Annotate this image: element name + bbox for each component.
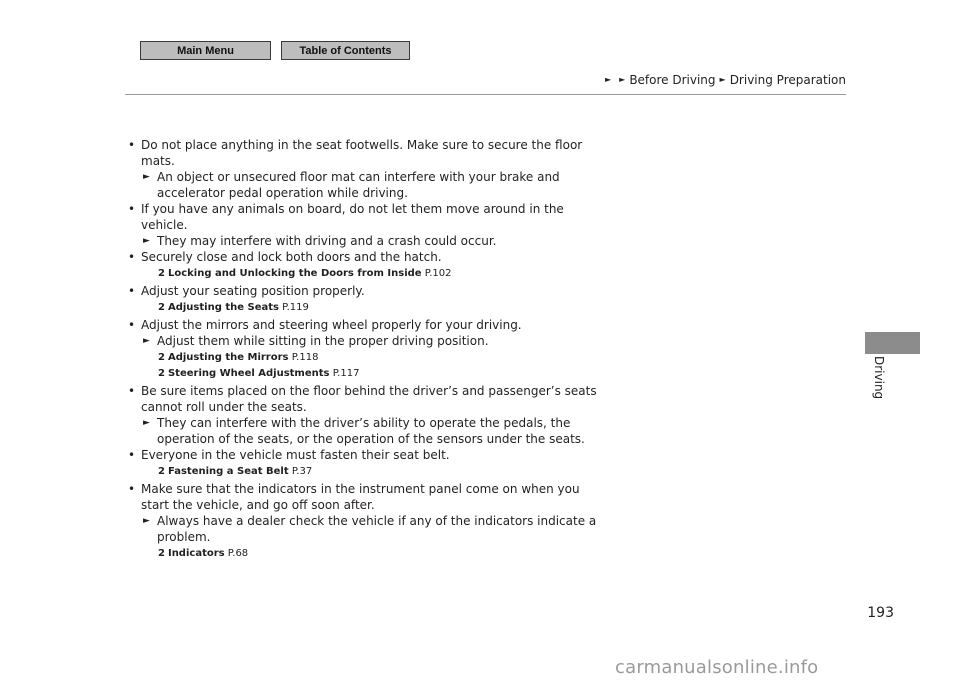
reference-page: P.118 <box>291 352 319 363</box>
sub-note <box>128 233 598 249</box>
list-item-text <box>128 317 598 333</box>
sub-note <box>128 513 598 545</box>
bullet-icon: • <box>128 448 136 462</box>
reference-icon: 2 <box>158 466 165 477</box>
section-tab-label: Driving <box>872 356 886 400</box>
cross-reference-link[interactable] <box>128 351 598 365</box>
arrow-right-icon: ► <box>143 418 150 428</box>
reference-title: Steering Wheel Adjustments <box>167 368 330 379</box>
item-text: Do not place anything in the seat footwells. Make sure to secure the floor mats. <box>141 138 583 168</box>
sub-note <box>128 169 598 201</box>
list-item <box>128 201 598 249</box>
sub-note-text: An object or unsecured floor mat can interfere with your brake and accelerator pedal operation while driving. <box>157 170 560 200</box>
reference-page: P.117 <box>332 368 360 379</box>
page-number: 193 <box>867 605 894 621</box>
bullet-icon: • <box>128 138 136 152</box>
sub-note-text: They may interfere with driving and a crash could occur. <box>157 234 497 248</box>
item-text: Securely close and lock both doors and the hatch. <box>141 250 442 264</box>
list-item-text <box>128 249 598 265</box>
reference-icon: 2 <box>158 268 165 279</box>
breadcrumb-item-before-driving[interactable]: Before Driving <box>629 73 716 87</box>
bullet-icon: • <box>128 384 136 398</box>
watermark: carmanualsonline.info <box>615 657 819 678</box>
breadcrumb-arrow-icon: ► <box>719 74 726 84</box>
reference-title: Adjusting the Mirrors <box>167 352 289 363</box>
sub-note <box>128 415 598 447</box>
arrow-right-icon: ► <box>143 236 150 246</box>
table-of-contents-button[interactable]: Table of Contents <box>281 41 410 60</box>
list-item <box>128 283 598 315</box>
cross-reference-link[interactable] <box>128 267 598 281</box>
bullet-icon: • <box>128 202 136 216</box>
reference-page: P.68 <box>227 548 249 559</box>
item-text: Adjust your seating position properly. <box>141 284 365 298</box>
reference-title: Indicators <box>167 548 225 559</box>
list-item <box>128 383 598 447</box>
arrow-right-icon: ► <box>143 516 150 526</box>
cross-reference-link[interactable] <box>128 301 598 315</box>
reference-page: P.102 <box>424 268 452 279</box>
item-text: Everyone in the vehicle must fasten their seat belt. <box>141 448 450 462</box>
bullet-icon: • <box>128 482 136 496</box>
cross-reference-link[interactable] <box>128 465 598 479</box>
list-item-text <box>128 447 598 463</box>
reference-title: Fastening a Seat Belt <box>167 466 289 477</box>
list-item-text <box>128 383 598 415</box>
sub-note-text: They can interfere with the driver’s ability to operate the pedals, the operation of the seats, or the operation of the sensors under the seats. <box>157 416 585 446</box>
item-text: Adjust the mirrors and steering wheel properly for your driving. <box>141 318 522 332</box>
cross-reference-link[interactable] <box>128 367 598 381</box>
item-text: Make sure that the indicators in the instrument panel come on when you start the vehicle, and go off soon after. <box>141 482 580 512</box>
item-text: If you have any animals on board, do not let them move around in the vehicle. <box>141 202 564 232</box>
breadcrumb <box>601 73 846 87</box>
list-item-text <box>128 137 598 169</box>
main-menu-button[interactable]: Main Menu <box>140 41 271 60</box>
breadcrumb-arrow-icon: ► <box>619 74 626 84</box>
reference-title: Adjusting the Seats <box>167 302 279 313</box>
arrow-right-icon: ► <box>143 336 150 346</box>
bullet-icon: • <box>128 250 136 264</box>
reference-page: P.37 <box>291 466 313 477</box>
sub-note-text: Always have a dealer check the vehicle if any of the indicators indicate a problem. <box>157 514 597 544</box>
arrow-right-icon: ► <box>143 172 150 182</box>
list-item <box>128 137 598 201</box>
sub-note-text: Adjust them while sitting in the proper driving position. <box>157 334 489 348</box>
reference-icon: 2 <box>158 302 165 313</box>
list-item <box>128 249 598 281</box>
bullet-icon: • <box>128 318 136 332</box>
breadcrumb-item-driving-preparation: Driving Preparation <box>729 73 846 87</box>
sub-note <box>128 333 598 349</box>
reference-icon: 2 <box>158 352 165 363</box>
section-tab <box>865 332 920 354</box>
list-item-text <box>128 481 598 513</box>
item-text: Be sure items placed on the floor behind the driver’s and passenger’s seats cannot roll under the seats. <box>141 384 597 414</box>
list-item <box>128 447 598 479</box>
list-item <box>128 481 598 561</box>
reference-icon: 2 <box>158 548 165 559</box>
cross-reference-link[interactable] <box>128 547 598 561</box>
reference-title: Locking and Unlocking the Doors from Inside <box>167 268 422 279</box>
list-item-text <box>128 201 598 233</box>
list-item-text <box>128 283 598 299</box>
bullet-icon: • <box>128 284 136 298</box>
reference-page: P.119 <box>282 302 309 313</box>
header-divider <box>125 94 846 95</box>
breadcrumb-arrow-icon: ► <box>605 74 612 84</box>
reference-icon: 2 <box>158 368 165 379</box>
instruction-list <box>128 137 598 563</box>
list-item <box>128 317 598 381</box>
